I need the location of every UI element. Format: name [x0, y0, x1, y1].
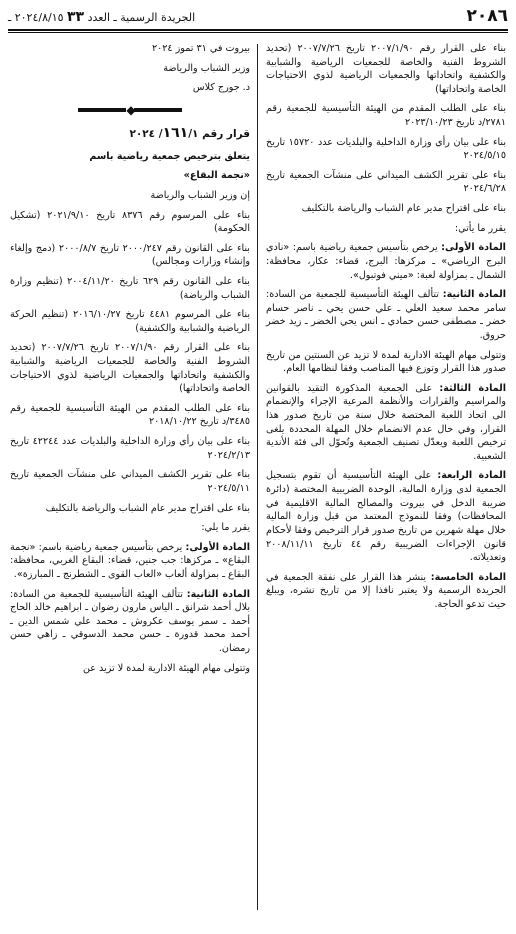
article-text: تتألف الهيئة التأسيسية للجمعية من السادة: بلال أحمد شرانق ـ الياس مارون رضوان ـ ابراهيم خالد الحاج أحمد ـ سمر يوسف عكروش ـ محمد علي شمس الدين ـ أحمد محمد قدورة ـ حسن محمد الدسوقي ـ زاهي حسن رمضان. — [10, 588, 250, 655]
preamble-paragraph: بناء على المرسوم رقم ٨٣٧٦ تاريخ ٢٠٢١/٩/١٠ (تشكيل الحكومة) — [10, 209, 250, 235]
signature-name: د. جورج كلاس — [192, 82, 250, 94]
preamble-paragraph: بناء على تقرير الكشف الميداني على منشآت الجمعية تاريخ ٢٠٢٤/٥/١١ — [10, 469, 250, 494]
preamble-paragraph: بناء على القانون رقم ٦٢٩ تاريخ ٢٠٠٤/١١/٢٠ (تنظيم وزارة الشباب والرياضة) — [10, 276, 250, 301]
article-label: المادة الرابعة: — [437, 470, 506, 482]
minister-line: إن وزير الشباب والرياضة — [150, 189, 250, 201]
preamble-paragraph: بناء على اقتراح مدير عام الشباب والرياضة بالتكليف — [301, 203, 506, 215]
right-column — [266, 42, 506, 618]
preamble-paragraph: بناء على القانون رقم ٢٠٠٠/٢٤٧ تاريخ ٢٠٠٠/٨/٧ (دمج وإلغاء وإنشاء وزارات ومجالس) — [10, 242, 250, 268]
signature-place-date: بيروت في ٣١ تموز ٢٠٢٤ — [151, 43, 250, 54]
preamble-paragraph: بناء على الطلب المقدم من الهيئة التأسيسية للجمعية رقم ٢٧٨١/د تاريخ ٢٠٢٣/١٠/٢٣ — [266, 103, 506, 129]
article — [266, 349, 506, 376]
article-label: المادة الأولى: — [441, 242, 506, 254]
article-text: وتتولى مهام الهيئة الادارية لمدة لا تزيد عن السنتين من تاريخ صدور هذا القرار وتوزع فيها المناصب وفقا لنظامها العام. — [266, 349, 506, 375]
decision-number — [10, 124, 250, 144]
gazette-title: الجريدة الرسمية ـ العدد — [87, 11, 196, 24]
article — [266, 469, 506, 564]
decision-num: ١٦١ — [162, 124, 189, 141]
decides-heading: يقرر ما يأتي: — [454, 222, 506, 234]
club-name: «نجمة البقاع» — [183, 170, 250, 182]
preamble-paragraph: بناء على بيان رأي وزارة الداخلية والبلديات عدد ٤٢٢٤٤ تاريخ ٢٠٢٤/٢/١٣ — [10, 436, 250, 461]
article-label: المادة الأولى: — [185, 541, 250, 553]
article — [10, 588, 250, 656]
issue-number: ٣٣ — [67, 9, 85, 25]
preamble-paragraph: بناء على القرار رقم ٢٠٠٧/١/٩٠ تاريخ ٢٠٠٧/٧/٢٦ (تحديد الشروط الفنية والخاصة للجمعيات الرياضية والشبابية والكشفية واتحاداتها والجمعيات الرياضية لذوي الاحتياجات الخاصة واتحاداتها) — [266, 43, 506, 95]
article-label: المادة الثالثة: — [439, 382, 506, 394]
decides-heading: يقرر ما يلي: — [201, 522, 250, 534]
decision-suffix: /١/ ٢٠٢٤ — [129, 127, 199, 140]
article — [266, 288, 506, 342]
article-text: يرخص بتأسيس جمعية رياضية باسم: «نجمة البقاع» ـ مركزها: جب جنين، قضاء: البقاع الغربي، محافظة: البقاع ـ بمزاولة ألعاب «العاب القوى ـ الشطرنج ـ المبارزة». — [10, 541, 250, 580]
article — [266, 382, 506, 464]
column-divider — [257, 44, 258, 910]
article-text: وتتولى مهام الهيئة الادارية لمدة لا تزيد عن — [82, 662, 250, 674]
article-text: ينشر هذا القرار على نفقة الجمعية في الجريدة الرسمية ولا يعتبر نافذا إلا من تاريخ نشره، ويبلغ حيث تدعو الحاجة. — [266, 571, 506, 610]
article-text: تتألف الهيئة التأسيسية للجمعية من السادة: سامر محمد سعيد العلي ـ علي حسن يحي ـ ناصر حسام خضر ـ مصطفى حسن حمادي ـ انس يحي الخضر ـ زيد خضر حروق. — [266, 289, 506, 341]
section-ornament: ◆ — [10, 102, 250, 119]
decision-prefix: قرار رقم — [202, 127, 250, 140]
preamble-paragraph: بناء على الطلب المقدم من الهيئة التأسيسية للجمعية رقم ٣٤٨٥/د تاريخ ٢٠١٨/١٠/٢٢ — [10, 402, 250, 428]
article-label: المادة الثانية: — [186, 588, 250, 600]
preamble-paragraph: بناء على اقتراح مدير عام الشباب والرياضة بالتكليف — [45, 502, 250, 514]
article-text: يرخص بتأسيس جمعية رياضية باسم: «نادي البرج الرياضي» ـ مركزها: البرج، قضاء: عكار، محافظة: الشمال ـ بمزاولة لعبة: «ميني فوتبول». — [266, 242, 506, 281]
header-rule-thin — [8, 32, 508, 33]
article — [266, 571, 506, 612]
running-head — [8, 8, 195, 28]
article-label: المادة الخامسة: — [430, 571, 506, 583]
preamble-paragraph: بناء على المرسوم ٤٤٨١ تاريخ ٢٠١٦/١٠/٢٧ (تنظيم الحركة الرياضية والشبابية والكشفية) — [10, 309, 250, 334]
preamble-paragraph: بناء على القرار رقم ٢٠٠٧/١/٩٠ تاريخ ٢٠٠٧/٧/٢٦ (تحديد الشروط الفنية والخاصة للجمعيات الرياضية والشبابية والكشفية واتحاداتها والجمعيات الرياضية لذوي الاحتياجات الخاصة واتحاداتها) — [10, 342, 250, 395]
left-column — [10, 42, 250, 681]
preamble-paragraph: بناء على تقرير الكشف الميداني على منشآت الجمعية تاريخ ٢٠٢٤/٦/٢٨ — [266, 169, 506, 195]
article — [266, 241, 506, 282]
article — [10, 662, 250, 676]
preamble-paragraph: بناء على بيان رأي وزارة الداخلية والبلديات عدد ١٥٧٢٠ تاريخ ٢٠٢٤/٥/١٥ — [266, 136, 506, 162]
article-label: المادة الثانية: — [442, 289, 506, 301]
page-number: ٢٠٨٦ — [466, 6, 508, 26]
page-header — [8, 4, 508, 28]
signature-title: وزير الشباب والرياضة — [163, 62, 250, 74]
issue-date: ٢٠٢٤/٨/١٥ ـ — [8, 11, 64, 24]
article-text: على الهيئة التأسيسية أن تقوم بتسجيل الجمعية لدى وزارة المالية، الوحدة الضريبية المختصة (دائرة ضريبة الدخل في بيروت والمصالح المالية الاقليمية في المحافظات) وفقا للنموذج المعتمد من قبل وزارة المالية خلال مهلة شهرين من تاريخ صدور قرار الترخيص وفقا لأحكام قانون الإجراءات الضريبية رقم ٤٤ تاريخ ٢٠٠٨/١١/١١ وتعديلاته. — [266, 470, 506, 564]
article — [10, 541, 250, 582]
header-rule — [8, 29, 508, 31]
article-text: على الجمعية المذكورة التقيد بالقوانين والمراسيم والقرارات والأنظمة المرعية الإجراء والإنضمام الى اتحاد اللعبة المختصة خلال سنة من تاريخ صدور هذا القرار، وفي حال عدم الانضمام خلال المهلة المحددة يلغى ترخيص اللعبة ويعدّل تصنيف الجمعية وتُحوّل الى فئة الأندية الشعبية. — [266, 382, 506, 462]
decision-subject: يتعلق بترخيص جمعية رياضية باسم — [89, 150, 250, 162]
